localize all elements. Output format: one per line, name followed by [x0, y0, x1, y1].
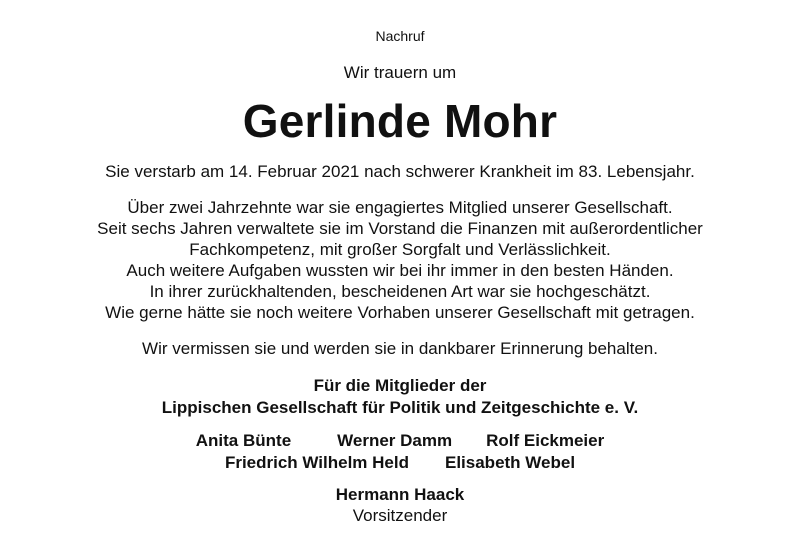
- tribute-line: Seit sechs Jahren verwaltete sie im Vorstand die Finanzen mit außerordentlicher: [97, 219, 703, 238]
- signatories-row-1: [0, 430, 800, 451]
- deceased-name: Gerlinde Mohr: [242, 95, 558, 147]
- organization-line-2: Lippischen Gesellschaft für Politik und Zeitgeschichte e. V.: [161, 398, 639, 417]
- tribute-line: In ihrer zurückhaltenden, bescheidenen Art war sie hochgeschätzt.: [149, 282, 651, 301]
- signatory-name: Friedrich Wilhelm Held: [224, 453, 409, 472]
- signatories-row-2: [0, 452, 800, 473]
- tribute-line: Wie gerne hätte sie noch weitere Vorhaben unserer Gesellschaft mit getragen.: [105, 303, 695, 322]
- signatory-name: Elisabeth Webel: [444, 453, 576, 472]
- organization-line-1: Für die Mitglieder der: [313, 376, 487, 395]
- chair-title: Vorsitzender: [352, 506, 448, 525]
- tribute-line: Auch weitere Aufgaben wussten wir bei ihr immer in den besten Händen.: [126, 261, 674, 280]
- chair-name: Hermann Haack: [335, 485, 465, 504]
- tribute-line: Über zwei Jahrzehnte war sie engagiertes Mitglied unserer Gesellschaft.: [127, 198, 673, 217]
- signatory-name: Anita Bünte: [195, 431, 292, 450]
- signatory-name: Werner Damm: [337, 431, 453, 450]
- closing-text: Wir vermissen sie und werden sie in dankbarer Erinnerung behalten.: [142, 339, 658, 358]
- signatory-name: Rolf Eickmeier: [486, 431, 605, 450]
- intro-text: Wir trauern um: [343, 63, 457, 82]
- notice-heading: Nachruf: [375, 28, 425, 44]
- death-notice-text: Sie verstarb am 14. Februar 2021 nach schwerer Krankheit im 83. Lebensjahr.: [105, 162, 695, 181]
- tribute-line: Fachkompetenz, mit großer Sorgfalt und Verlässlichkeit.: [189, 240, 611, 259]
